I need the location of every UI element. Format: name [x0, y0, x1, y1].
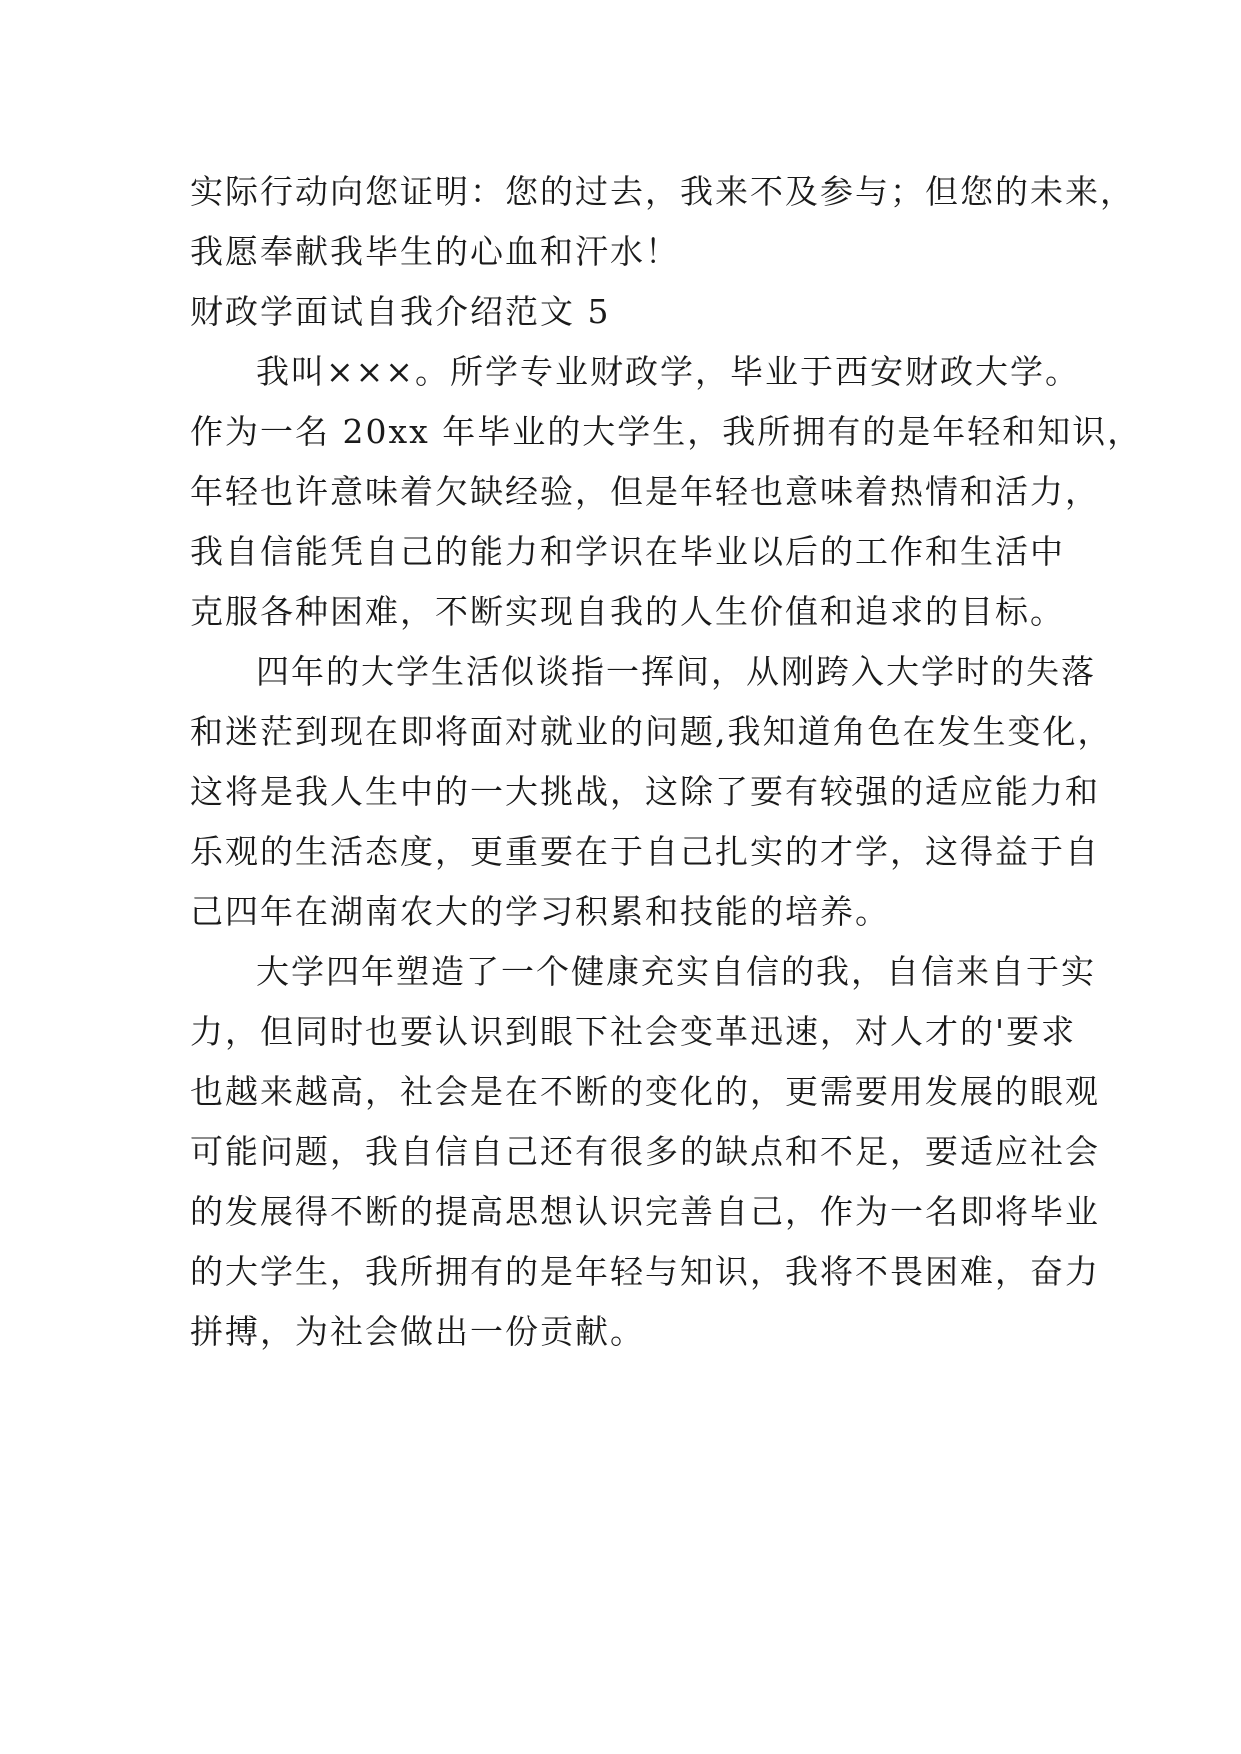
- text-line: 己四年在湖南农大的学习积累和技能的培养。: [190, 892, 890, 931]
- text-line: 我愿奉献我毕生的心血和汗水！: [190, 232, 680, 271]
- paragraph-start: 四年的大学生活似谈指一挥间，从刚跨入大学时的失落: [256, 652, 1096, 691]
- text-line: 我自信能凭自己的能力和学识在毕业以后的工作和生活中: [190, 532, 1065, 571]
- text-line: 的大学生，我所拥有的是年轻与知识，我将不畏困难，奋力: [190, 1252, 1100, 1291]
- text-line: 作为一名 20xx 年毕业的大学生，我所拥有的是年轻和知识，: [190, 412, 1143, 451]
- text-line: 这将是我人生中的一大挑战，这除了要有较强的适应能力和: [190, 772, 1100, 811]
- text-line: 实际行动向您证明：您的过去，我来不及参与；但您的未来，: [190, 172, 1135, 211]
- text-line: 克服各种困难，不断实现自我的人生价值和追求的目标。: [190, 592, 1065, 631]
- text-line: 的发展得不断的提高思想认识完善自己，作为一名即将毕业: [190, 1192, 1100, 1231]
- text-line: 和迷茫到现在即将面对就业的问题,我知道角色在发生变化，: [190, 712, 1113, 751]
- text-line: 年轻也许意味着欠缺经验，但是年轻也意味着热情和活力，: [190, 472, 1100, 511]
- paragraph-start: 我叫×××。所学专业财政学，毕业于西安财政大学。: [256, 352, 1080, 391]
- text-line: 拼搏，为社会做出一份贡献。: [190, 1312, 645, 1351]
- paragraph-start: 大学四年塑造了一个健康充实自信的我，自信来自于实: [256, 952, 1096, 991]
- section-heading: 财政学面试自我介绍范文 5: [190, 292, 611, 331]
- text-line: 可能问题，我自信自己还有很多的缺点和不足，要适应社会: [190, 1132, 1100, 1171]
- document-body: [190, 162, 1143, 1362]
- text-line: 也越来越高，社会是在不断的变化的，更需要用发展的眼观: [190, 1072, 1100, 1111]
- text-line: 乐观的生活态度，更重要在于自己扎实的才学，这得益于自: [190, 832, 1100, 871]
- text-line: 力，但同时也要认识到眼下社会变革迅速，对人才的'要求: [190, 1012, 1077, 1051]
